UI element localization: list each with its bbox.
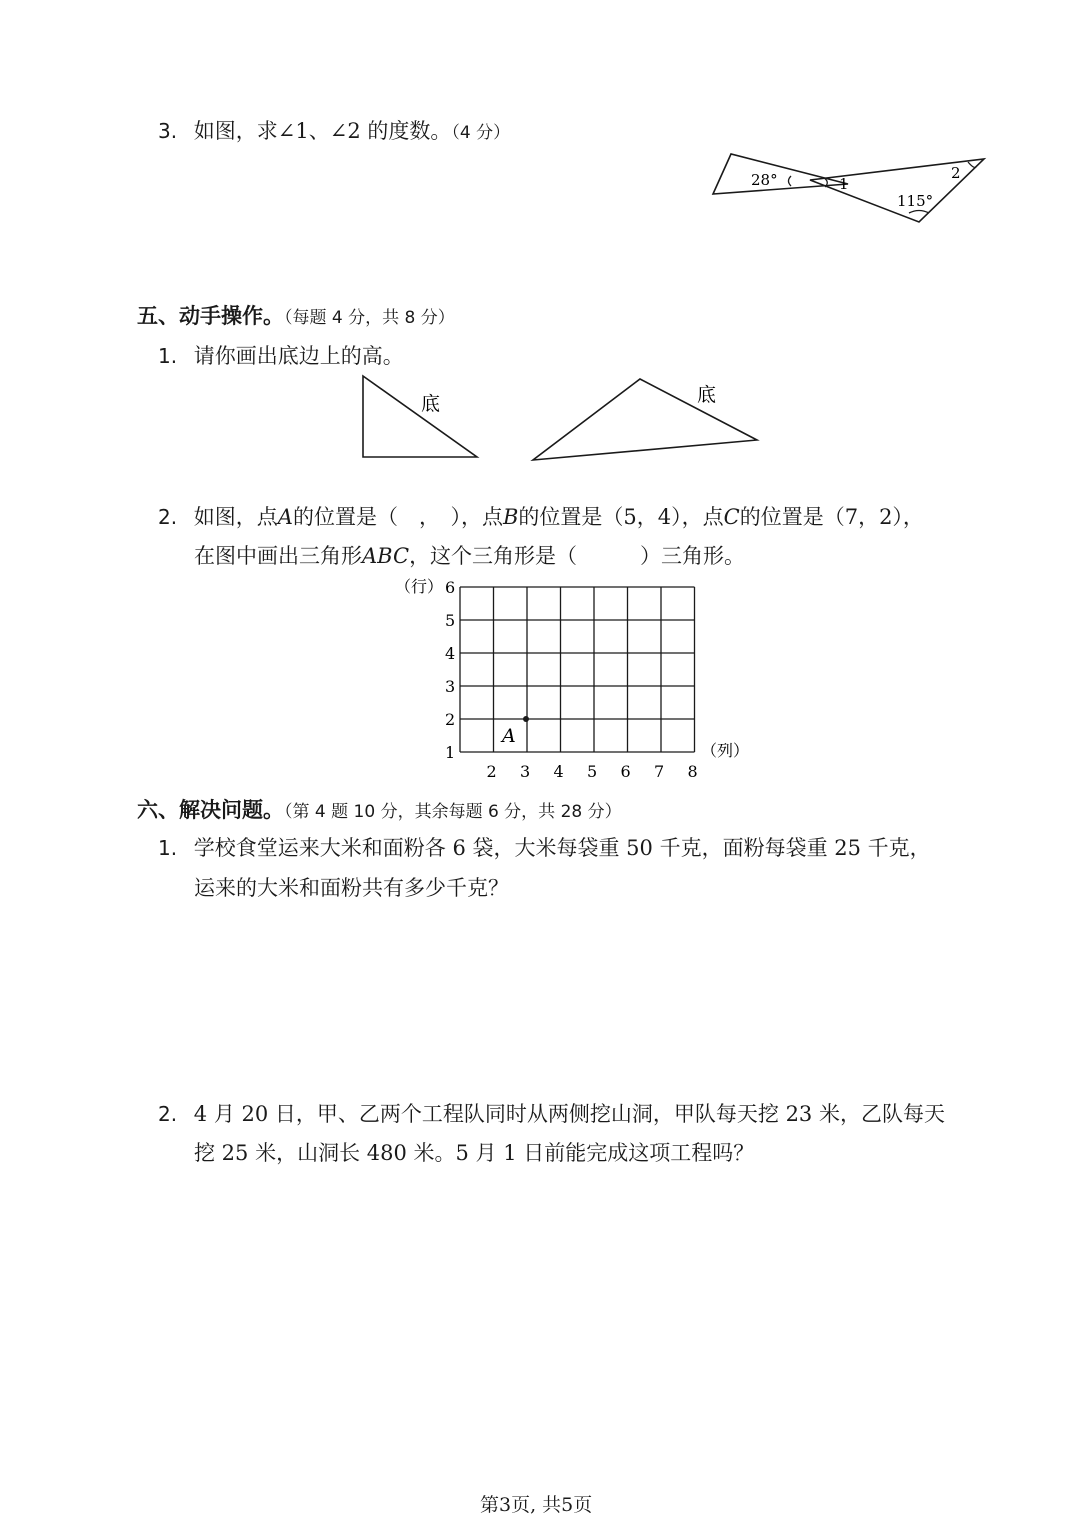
col-axis-label: （列）: [701, 741, 750, 760]
question-3: [158, 115, 510, 145]
section-title: 五、动手操作。: [137, 304, 284, 328]
point-a-name: A: [277, 505, 293, 529]
question-text: 请你画出底边上的高。: [193, 344, 404, 368]
question-text: 运来的大米和面粉共有多少千克？: [194, 876, 509, 900]
question-text: 4 月 20 日，甲、乙两个工程队同时从两侧挖山洞，甲队每天挖 23 米，乙队每天: [193, 1102, 945, 1126]
question-score: （4 分）: [451, 123, 511, 143]
question-number: 1.: [158, 836, 178, 860]
question-text: 的位置是（ ， ），点: [292, 505, 503, 529]
question-text: 挖 25 米，山洞长 480 米。5 月 1 日前能完成这项工程吗？: [194, 1141, 755, 1165]
x-tick-label: 3: [520, 762, 531, 780]
triangle-abc-name: ABC: [362, 544, 410, 568]
angle-arc-left: [789, 176, 792, 186]
x-tick-label: 7: [654, 762, 665, 780]
angle-arc-2: [968, 162, 976, 167]
x-tick-label: 2: [486, 762, 497, 780]
question-text: 如图，点: [193, 505, 278, 529]
base-label-right: 底: [697, 384, 717, 406]
angle-115-label: 115°: [897, 192, 934, 210]
question-text: ，这个三角形是（ ）三角形。: [409, 544, 746, 568]
point-a-label: A: [502, 725, 516, 747]
obtuse-triangle-figure: [533, 379, 757, 460]
point-a: [523, 716, 529, 722]
right-triangle-figure: [363, 376, 477, 457]
angle-28-label: 28°: [751, 171, 778, 189]
y-tick-label: 6: [445, 578, 456, 597]
base-label-left: 底: [421, 393, 441, 415]
left-triangle: [713, 154, 848, 194]
angle-arc-115: [909, 211, 929, 214]
angle-1-label: 1: [839, 175, 849, 193]
section-note: （第 4 题 10 分，其余每题 6 分，共 28 分）: [284, 802, 622, 822]
y-tick-label: 1: [445, 743, 456, 762]
section-5-heading: [137, 300, 455, 330]
question-text: 的位置是（7，2），: [739, 505, 924, 529]
point-c-name: C: [723, 505, 740, 529]
question-text: 学校食堂运来大米和面粉各 6 袋，大米每袋重 50 千克，面粉每袋重 25 千克，: [193, 836, 931, 860]
y-tick-label: 4: [445, 644, 456, 663]
question-5-1: [158, 340, 404, 370]
row-axis-label: （行）: [395, 577, 444, 596]
page-footer: 第3页, 共5页: [480, 1494, 593, 1516]
coordinate-grid: [390, 575, 770, 780]
point-b-name: B: [502, 505, 519, 529]
section-6-heading: [137, 794, 622, 824]
question-number: 2.: [158, 505, 178, 529]
triangles-figure: [355, 370, 765, 465]
question-5-2-line2: [194, 540, 745, 570]
y-tick-label: 5: [445, 611, 456, 630]
x-tick-label: 4: [553, 762, 564, 780]
angle-2-label: 2: [951, 164, 961, 182]
question-number: 1.: [158, 344, 178, 368]
question-6-1-line2: [194, 872, 509, 902]
question-6-1-line1: [158, 832, 931, 862]
question-text: 的位置是（5，4），点: [518, 505, 724, 529]
angle-figure: [700, 145, 1000, 230]
y-tick-labels: [445, 578, 455, 762]
y-tick-label: 2: [445, 710, 456, 729]
y-tick-label: 3: [445, 677, 456, 696]
question-6-2-line2: [194, 1137, 754, 1167]
section-title: 六、解决问题。: [137, 798, 284, 822]
question-text: 在图中画出三角形: [194, 544, 362, 568]
x-tick-label: 6: [620, 762, 631, 780]
question-number: 2.: [158, 1102, 178, 1126]
question-6-2-line1: [158, 1098, 945, 1128]
question-number: 3.: [158, 119, 178, 143]
x-tick-label: 5: [587, 762, 598, 780]
x-tick-label: 8: [687, 762, 698, 780]
section-note: （每题 4 分，共 8 分）: [284, 308, 455, 328]
grid-lines: [460, 587, 695, 752]
question-text: 如图，求∠1、∠2 的度数。: [193, 119, 452, 143]
x-tick-labels: [487, 762, 698, 780]
question-5-2-line1: [158, 501, 924, 531]
